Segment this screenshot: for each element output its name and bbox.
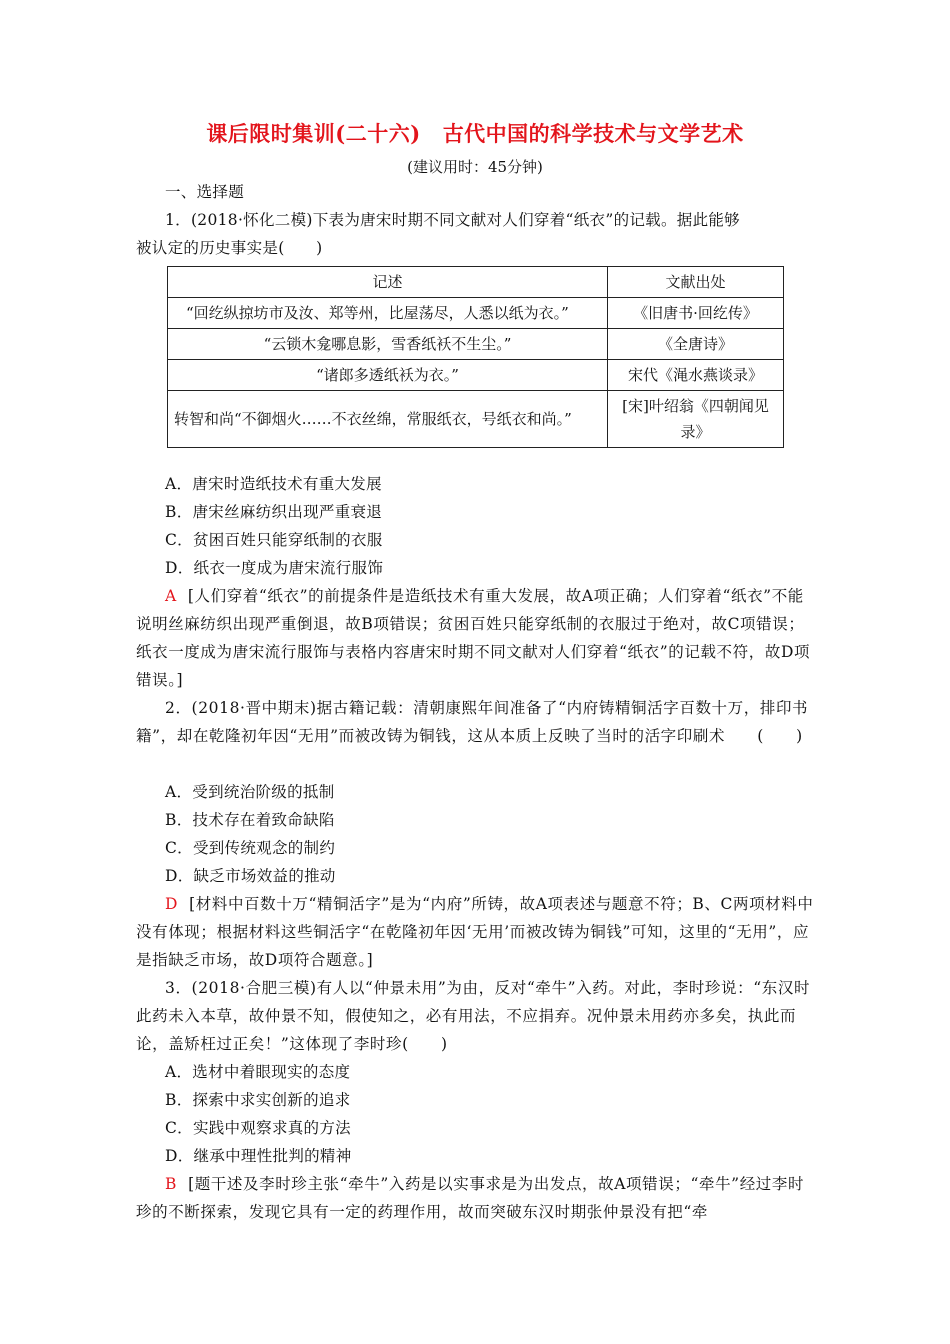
q1-option-d: D．纸衣一度成为唐宋流行服饰 [165,559,384,577]
q1-option-a: A．唐宋时造纸技术有重大发展 [165,475,382,493]
q1-stem-line2: 被认定的历史事实是( ) [136,239,323,257]
table-header-record: 记述 [168,267,608,298]
table-cell-record: “云锁木龛哪息影，雪香纸袄不生尘。” [168,329,608,360]
q2-option-d: D．缺乏市场效益的推动 [165,867,336,885]
table-cell-source: 宋代《渑水燕谈录》 [608,360,784,391]
q2-answer [136,890,818,974]
table-cell-record: “回纥纵掠坊市及汝、郑等州，比屋荡尽，人悉以纸为衣。” [168,298,608,329]
q2-option-c: C．受到传统观念的制约 [165,839,336,857]
table-row [168,391,784,448]
q1-option-b: B．唐宋丝麻纺织出现严重衰退 [165,503,383,521]
q1-option-c: C．贫困百姓只能穿纸制的衣服 [165,531,383,549]
answer-letter: B [165,1175,177,1193]
q3-option-d: D．继承中理性批判的精神 [165,1147,352,1165]
q2-option-a: A．受到统治阶级的抵制 [165,783,335,801]
section-heading: 一、选择题 [165,183,245,201]
page-title [0,118,950,148]
answer-explanation: [人们穿着“纸衣”的前提条件是造纸技术有重大发展，故A项正确；人们穿着“纸衣”不能说明丝麻纺织出现严重倒退，故B项错误；贫困百姓只能穿纸制的衣服过于绝对，故C项错误；纸衣一度成为唐宋流行服饰与表格内容唐宋时期不同文献对人们穿着“纸衣”的记载不符，故D项错误。] [136,587,811,689]
table-cell-source: 《全唐诗》 [608,329,784,360]
title-series: 课后限时集训(二十六) [206,121,421,146]
title-topic: 古代中国的科学技术与文学艺术 [442,121,744,146]
table-cell-source: [宋]叶绍翁《四朝闻见录》 [608,391,784,448]
q3-stem: 3．(2018·合肥三模)有人以“仲景未用”为由，反对“牵牛”入药。对此，李时珍说：“东汉时此药未入本草，故仲景不知，假使知之，必有用法，不应捐弃。况仲景未用药亦多矣，执此而论，盖矫枉过正矣！”这体现了李时珍( ) [136,979,811,1053]
answer-explanation: [材料中百数十万“精铜活字”是为“内府”所铸，故A项表述与题意不符；B、C两项材料中没有体现；根据材料这些铜活字“在乾隆初年因‘无用’而被改铸为铜钱”可知，这里的“无用”，应是指缺乏市场，故D项符合题意。] [136,895,814,969]
table-header-row [168,267,784,298]
q1-table [167,266,784,448]
answer-explanation: [题干述及李时珍主张“牵牛”入药是以实事求是为出发点，故A项错误；“牵牛”经过李时珍的不断探索，发现它具有一定的药理作用，故而突破东汉时期张仲景没有把“牵 [136,1175,805,1221]
table-header-source: 文献出处 [608,267,784,298]
q3-option-a: A．选材中着眼现实的态度 [165,1063,351,1081]
q3-answer [136,1170,818,1226]
table-cell-record: 转智和尚“不御烟火……不衣丝绵，常服纸衣，号纸衣和尚。” [168,391,608,448]
page-subtitle: (建议用时：45分钟) [407,158,543,176]
table-row [168,298,784,329]
table-cell-source: 《旧唐书·回纥传》 [608,298,784,329]
q1-answer [136,582,818,694]
answer-letter: A [165,587,177,605]
q1-stem-line1: 1．(2018·怀化二模)下表为唐宋时期不同文献对人们穿着“纸衣”的记载。据此能够 [165,211,740,229]
q2-option-b: B．技术存在着致命缺陷 [165,811,335,829]
table-cell-record: “诸郎多透纸袄为衣。” [168,360,608,391]
q2-stem: 2．(2018·晋中期末)据古籍记载：清朝康熙年间准备了“内府铸精铜活字百数十万，排印书籍”，却在乾隆初年因“无用”而被改铸为铜钱，这从本质上反映了当时的活字印刷术 ( ) [136,699,809,745]
q3-option-c: C．实践中观察求真的方法 [165,1119,351,1137]
table-row [168,329,784,360]
q3-option-b: B．探索中求实创新的追求 [165,1091,351,1109]
table-row [168,360,784,391]
answer-letter: D [165,895,179,913]
